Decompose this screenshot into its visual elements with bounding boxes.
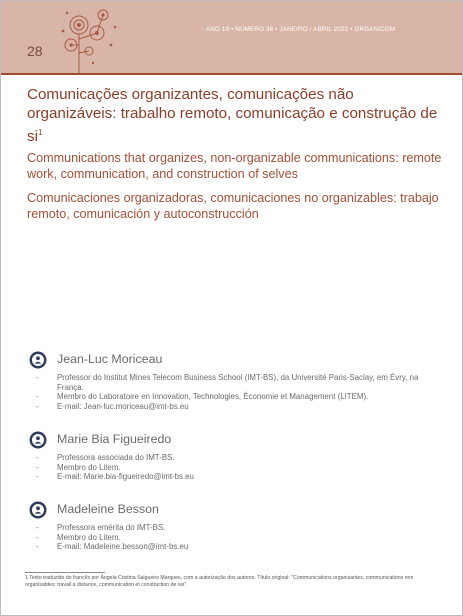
article-title-text: Comunicações organizantes, comunicações não organizáveis: trabalho remoto, comunicação e construção de si xyxy=(27,86,438,146)
bullet: - xyxy=(36,392,39,402)
footnote-divider xyxy=(25,572,105,573)
author-affiliations xyxy=(36,523,441,552)
affiliation-item xyxy=(36,392,441,402)
bullet: - xyxy=(36,401,39,411)
author-name: Jean-Luc Moriceau xyxy=(57,352,163,366)
author-icon xyxy=(29,351,47,369)
author-affiliations xyxy=(36,453,441,482)
author-name: Madeleine Besson xyxy=(57,502,159,516)
affiliation-item xyxy=(36,533,441,543)
bullet: - xyxy=(36,472,39,482)
affiliation-text: Membro do Litem. xyxy=(57,532,121,542)
affiliation-item xyxy=(36,523,441,533)
footnote: 1 Texto traduzido do francês por Ângela Cristina Salgueiro Marques, com a autorização dos autores. Título original: "Communications organisantes, communications non organisables: travail à distance, communication et construction de soi". xyxy=(25,575,414,588)
bullet: - xyxy=(36,453,39,462)
journal-issue-info: ANO 19 • NÚMERO 38 • JANEIRO / ABRIL 2022 • ORGANICOM xyxy=(206,26,396,33)
email-item xyxy=(36,542,441,552)
email-text: E-mail: Madeleine.besson@imt-bs.eu xyxy=(57,542,189,552)
title-spanish: Comunicaciones organizadoras, comunicaciones no organizables: trabajo remoto, comunicación y autoconstrucción xyxy=(27,191,439,221)
journal-header xyxy=(1,1,462,73)
bullet: - xyxy=(36,373,39,382)
tree-logo-icon xyxy=(53,1,123,73)
footnote-marker: 1 xyxy=(37,128,43,137)
bullet: - xyxy=(36,523,39,532)
bullet: - xyxy=(36,542,39,552)
title-english: Communications that organizes, non-organizable communications: remote work, communication, and construction of selves xyxy=(27,151,442,181)
author-name: Marie Bia Figueiredo xyxy=(57,432,172,446)
email-item xyxy=(36,472,441,482)
affiliation-text: Professora associada do IMT-BS. xyxy=(57,453,175,462)
page-number: 28 xyxy=(27,43,43,59)
affiliation-item xyxy=(36,373,441,392)
article-title xyxy=(27,85,447,146)
affiliation-text: Professora emérita do IMT-BS. xyxy=(57,523,166,532)
header-divider xyxy=(1,73,462,75)
email-text: E-mail: Jean-luc.moriceau@imt-bs.eu xyxy=(57,401,189,411)
affiliation-item xyxy=(36,453,441,463)
author-icon xyxy=(29,431,47,449)
affiliation-text: Membro do Litem. xyxy=(57,462,121,472)
bullet: - xyxy=(36,532,39,542)
affiliation-text: Membro do Laboratoire en Innovation, Technologies, Économie et Management (LITEM). xyxy=(57,392,369,402)
author-icon xyxy=(29,501,47,519)
email-text: E-mail: Marie.bia-figueiredo@imt-bs.eu xyxy=(57,472,194,482)
affiliation-text: Professor do Institut Mines Telecom Business School (IMT-BS), da Université Paris-Saclay, em Évry, na França. xyxy=(57,373,419,392)
author-affiliations xyxy=(36,373,441,411)
affiliation-item xyxy=(36,463,441,473)
email-item xyxy=(36,402,441,412)
bullet: - xyxy=(36,462,39,472)
